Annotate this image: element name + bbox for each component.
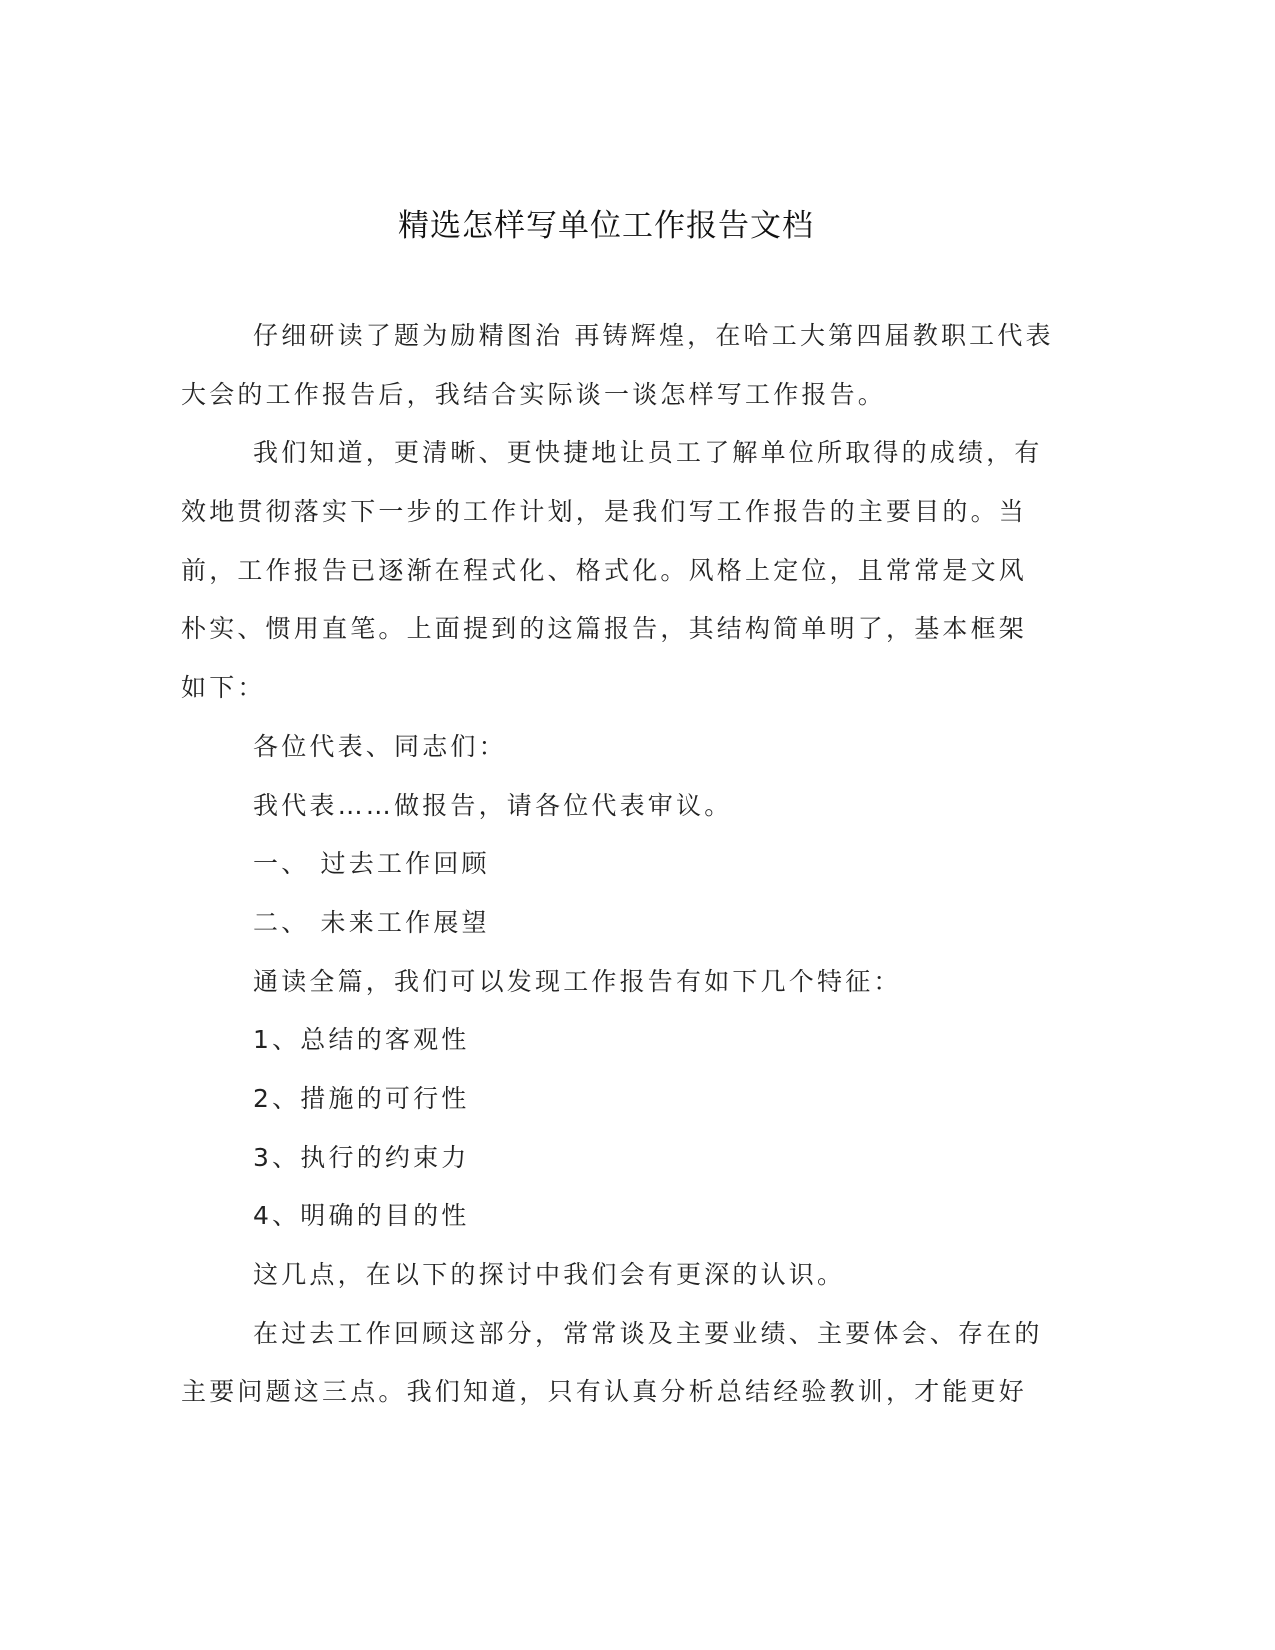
text-line: 我们知道，更清晰、更快捷地让员工了解单位所取得的成绩，有	[253, 438, 1043, 468]
text-line: 3、执行的约束力	[253, 1142, 470, 1172]
text-line: 朴实、惯用直笔。上面提到的这篇报告，其结构简单明了，基本框架	[181, 614, 1028, 644]
text-line: 前，工作报告已逐渐在程式化、格式化。风格上定位，且常常是文风	[181, 555, 1028, 585]
text-line: 效地贯彻落实下一步的工作计划，是我们写工作报告的主要目的。当	[181, 497, 1028, 527]
text-line: 仔细研读了题为励精图治 再铸辉煌，在哈工大第四届教职工代表	[253, 321, 1054, 350]
text-line: 1、总结的客观性	[253, 1025, 470, 1055]
text-line: 各位代表、同志们：	[253, 731, 507, 761]
text-line: 在过去工作回顾这部分，常常谈及主要业绩、主要体会、存在的	[253, 1318, 1043, 1348]
text-line: 通读全篇，我们可以发现工作报告有如下几个特征：	[253, 966, 902, 996]
text-line: 这几点，在以下的探讨中我们会有更深的认识。	[253, 1260, 846, 1289]
text-line: 大会的工作报告后，我结合实际谈一谈怎样写工作报告。	[181, 379, 887, 409]
text-line: 我代表……做报告，请各位代表审议。	[253, 790, 733, 820]
text-line: 主要问题这三点。我们知道，只有认真分析总结经验教训，才能更好	[181, 1377, 1028, 1407]
text-line: 2、措施的可行性	[253, 1083, 470, 1113]
document-body	[181, 307, 1054, 1422]
document-title: 精选怎样写单位工作报告文档	[398, 208, 814, 244]
text-line: 一、 过去工作回顾	[253, 849, 490, 879]
text-line: 二、 未来工作展望	[253, 907, 490, 937]
text-line: 4、明确的目的性	[253, 1201, 470, 1231]
text-line: 如下：	[181, 673, 266, 703]
